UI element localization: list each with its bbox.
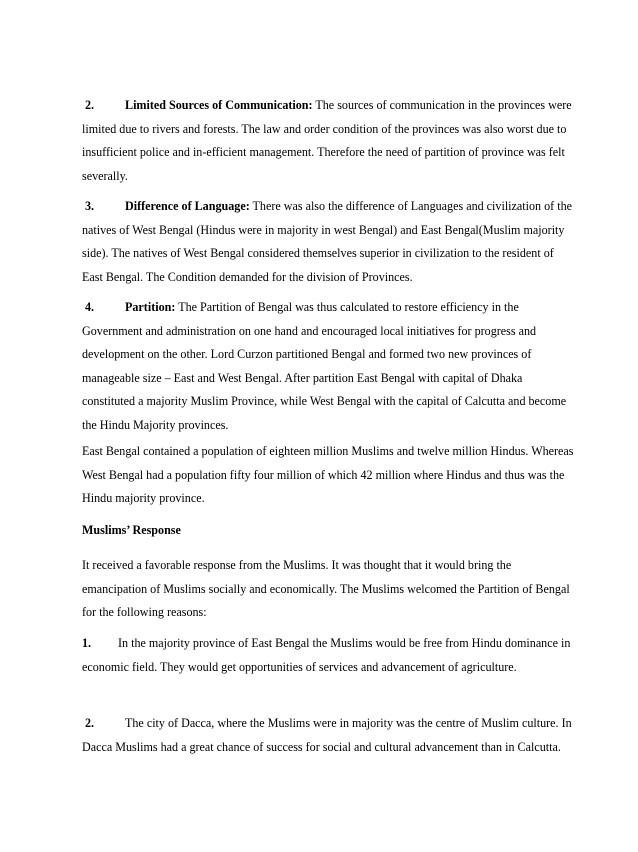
paragraph-text: East Bengal contained a population of eighteen million Muslims and twelve million Hindus. Whereas West Bengal had a population fifty four million of which 42 million where Hindus and thus was the Hindu majority province. [82, 444, 574, 505]
item-heading: Difference of Language: [125, 199, 250, 213]
paragraph-partition [82, 296, 574, 437]
item-number: 1. [82, 636, 92, 650]
paragraph-limited-communication [82, 94, 574, 188]
item-text: The city of Dacca, where the Muslims were in majority was the centre of Muslim culture. In Dacca Muslims had a great chance of success for social and cultural advancement than in Calcutta. [82, 716, 572, 754]
item-number: 4. [85, 300, 95, 314]
item-number: 2. [85, 98, 95, 112]
item-number: 2. [85, 716, 95, 730]
item-text: There was also the difference of Languages and civilization of the natives of West Bengal (Hindus were in majority in west Bengal) and East Bengal(Muslim majority side). The natives of West Bengal considered themselves superior in civilization to the resident of East Bengal. The Condition demanded for the division of Provinces. [82, 199, 572, 284]
item-text: The Partition of Bengal was thus calculated to restore efficiency in the Government and administration on one hand and encouraged local initiatives for progress and development on the other. Lord Curzon partitioned Bengal and formed two new provinces of manageable size – East and West Bengal. After partition East Bengal with capital of Dhaka constituted a majority Muslim Province, while West Bengal with the capital of Calcutta and become the Hindu Majority provinces. [82, 300, 567, 432]
paragraph-difference-language [82, 195, 574, 289]
paragraph-text: It received a favorable response from the Muslims. It was thought that it would bring the emancipation of Muslims socially and economically. The Muslims welcomed the Partition of Bengal for the following reasons: [82, 558, 570, 619]
paragraph-reason-1 [82, 632, 574, 679]
paragraph-favorable-response [82, 554, 574, 625]
paragraph-population [82, 440, 574, 511]
item-number: 3. [85, 199, 95, 213]
item-text: In the majority province of East Bengal the Muslims would be free from Hindu dominance in economic field. They would get opportunities of services and advancement of agriculture. [82, 636, 571, 674]
item-heading: Partition: [125, 300, 176, 314]
item-heading: Limited Sources of Communication: [125, 98, 313, 112]
section-heading-muslims-response [82, 519, 574, 543]
paragraph-reason-2 [82, 712, 574, 759]
item-text: The sources of communication in the provinces were limited due to rivers and forests. The law and order condition of the provinces was also worst due to insufficient police and in-efficient management. Therefore the need of partition of province was felt severally. [82, 98, 572, 183]
section-heading: Muslims’ Response [82, 523, 181, 537]
